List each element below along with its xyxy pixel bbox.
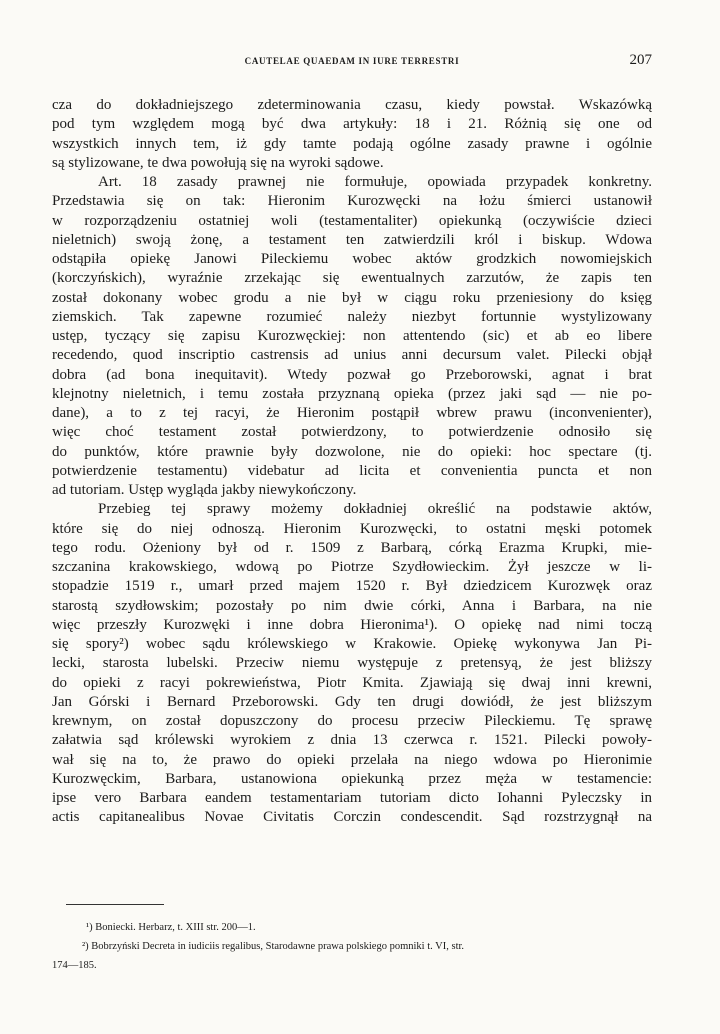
text-line: dobra (ad bona inequitavit). Wtedy pozwał go Przeborowski, agnat i brat [52,366,652,383]
text-line: cza do dokładniejszego zdeterminowania czasu, kiedy powstał. Wskazówką [52,97,652,113]
text-line: pod tym względem mogą być dwa artykuły: 18 i 21. Różnią się one od [52,116,652,133]
text-line: Przedstawia się on tak: Hieronim Kurozwęcki na łożu śmierci ustanowił [52,193,652,210]
text-line: wszystkich innych tem, iż gdy tamte podają ogólne zasady prawne i ogólnie [52,135,652,152]
text-line: ustęp, tyczący się zapisu Kurozwęckiej: non attentendo (sic) et ab eo libere [52,328,652,344]
text-line: stopadzie 1519 r., umarł przed majem 1520 r. Był dziedzicem Kurozwęk oraz [52,578,652,595]
text-line: odstąpiła opiekę Janowi Pileckiemu wobec aktów grodzkich nowomiejskich [52,251,652,267]
text-line: które się do niej odnoszą. Hieronim Kurozwęcki, to ostatni męski potomek [52,520,652,537]
text-line: więc przeszły Kurozwęki i inne dobra Hieronima¹). O opiekę nad nimi toczą [52,616,652,633]
text-line: ad tutoriam. Ustęp wygląda jakby niewykończony. [52,482,357,498]
text-line: dane), a to z tej racyi, że Hieronim postąpił wbrew prawu (inconvenienter), [52,405,652,421]
text-line: krewnym, on został dopuszczony do procesu przeciw Pileckiemu. Tę sprawę [52,713,652,729]
text-line: więc choć testament został potwierdzony, to potwierdzenie odnosiło się [52,424,652,441]
text-line: wał się na to, że prawo do opieki przelała na niego wdowa po Hieronimie [52,751,652,768]
text-line: załatwia sąd królewski wyrokiem z dnia 13 czerwca r. 1521. Pilecki powoły- [52,732,652,749]
footnote-1: ¹) Boniecki. Herbarz, t. XIII str. 200—1. [86,922,256,933]
text-line: do punktów, które prawnie były dozwolone, nie do opieki: hoc spectare (tj. [52,443,652,460]
text-line: (korczyńskich), wyraźnie zrzekając się ewentualnych zarzutów, że zapis ten [52,270,652,287]
text-line: klejnotny nieletnich, i temu została przyznaną opieka (przez jaki sąd — nie po- [52,385,652,402]
text-line: actis capitanealibus Novae Civitatis Corczin condescendit. Sąd rozstrzygnął na [52,809,652,826]
text-line: został dokonany wobec grodu a nie był w ciągu roku przeniesiony do księg [52,289,652,306]
footnote-2-continuation: 174—185. [52,960,97,971]
running-header [52,52,652,76]
page-number: 207 [629,52,652,68]
text-line: Jan Górski i Bernard Przeborowski. Gdy ten drugi dowiódł, że jest bliższym [52,693,652,710]
text-line: lecki, starosta lubelski. Przeciw niemu występuje z pretensyą, że jest bliższy [52,655,652,672]
body-text [52,96,652,828]
running-title: CAUTELAE QUAEDAM IN IURE TERRESTRI [244,56,460,66]
text-line: Kurozwęckim, Barbara, ustanowiona opiekunką przez męża w testamencie: [52,770,652,787]
text-line: do opieki z racyi pokrewieństwa, Piotr Kmita. Zjawiają się dwaj inni krewni, [52,674,652,691]
footnote-divider [66,904,164,905]
text-line: się spory²) wobec sądu królewskiego w Krakowie. Opiekę wykonywa Jan Pi- [52,636,652,652]
text-line: ipse vero Barbara eandem testamentariam tutoriam dicto Iohanni Pyleczsky in [52,790,652,806]
text-line: Art. 18 zasady prawnej nie formułuje, opowiada przypadek konkretny. [98,174,652,190]
footnotes [52,918,652,975]
text-line: starostą szydłowskim; pozostały po nim dwie córki, Anna i Barbara, na nie [52,597,652,614]
text-line: są stylizowane, te dwa powołują się na wyroki sądowe. [52,154,384,171]
text-line: w rozporządzeniu ostatniej woli (testamentaliter) opiekunką (oczywiście dzieci [52,212,652,229]
text-line: recedendo, quod inscriptio castrensis ad unius anni decursum valet. Pilecki objął [52,347,652,364]
text-line: nieletnich) swoją żonę, a testament ten zatwierdzili król i biskup. Wdowa [52,231,652,248]
text-line: tego rodu. Ożeniony był od r. 1509 z Barbarą, córką Erazma Krupki, mie- [52,539,652,556]
text-line: szczanina krakowskiego, wdową po Piotrze Szydłowieckim. Żył jeszcze w li- [52,559,652,575]
footnote-2: ²) Bobrzyński Decreta in iudiciis regalibus, Starodawne prawa polskiego pomniki t. VI, str. [82,941,465,952]
text-line: potwierdzenie testamentu) videbatur ad licita et convenientia puncta et non [52,462,652,479]
text-line: ziemskich. Tak zapewne rozumieć należy niezbyt fortunnie wystylizowany [52,308,652,325]
text-line: Przebieg tej sprawy możemy dokładniej określić na podstawie aktów, [98,501,652,518]
